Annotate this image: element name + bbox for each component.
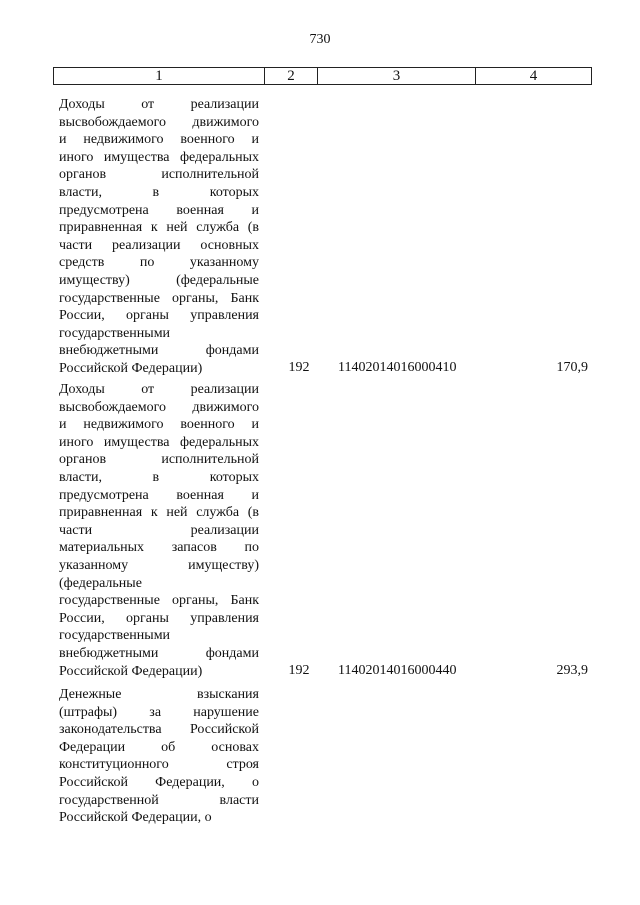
budget-classification-code: 11402014016000410: [338, 360, 457, 375]
description-line: приравненная к ней служба (в: [59, 505, 259, 521]
description-line: государственными: [59, 628, 171, 644]
description-line: имуществу) (федеральные: [59, 272, 259, 288]
column-header-3: 3: [318, 68, 476, 84]
description-line: власти, в которых: [59, 184, 259, 200]
description-line: власти, в которых: [59, 469, 259, 485]
description-line: приравненная к ней служба (в: [59, 220, 259, 236]
description-line: Российской Федерации): [59, 360, 203, 376]
description-line: России, органы управления: [59, 610, 259, 626]
description-line: и недвижимого военного и: [59, 417, 259, 433]
description-line: указанному имуществу): [59, 557, 259, 573]
description-line: иного имущества федеральных: [59, 149, 259, 165]
description-line: материальных запасов по: [59, 540, 259, 556]
description-line: конституционного строя: [59, 757, 259, 773]
column-header-1: 1: [54, 68, 265, 84]
amount: 293,9: [556, 662, 588, 678]
budget-classification-code: 11402014016000440: [338, 662, 457, 678]
description-line: предусмотрена военная и: [59, 202, 259, 218]
description-line: государственными: [59, 325, 171, 341]
admin-code: 192: [288, 662, 310, 678]
description-line: Российской Федерации): [59, 663, 203, 679]
description-line: России, органы управления: [59, 308, 259, 324]
description-line: государственной власти: [59, 792, 259, 808]
description-line: средств по указанному: [59, 255, 259, 271]
description-line: внебюджетными фондами: [59, 343, 259, 359]
description-line: и недвижимого военного и: [59, 132, 259, 148]
row-description: [59, 381, 259, 680]
row-description: [59, 96, 259, 378]
description-line: Денежные взыскания: [59, 687, 259, 702]
page-number: 730: [309, 32, 331, 47]
description-line: Российской Федерации, о: [59, 774, 259, 790]
row-description: [59, 686, 259, 827]
description-line: части реализации: [59, 522, 259, 538]
column-header-4: 4: [529, 67, 538, 84]
amount: 170,9: [556, 360, 588, 375]
description-line: законодательства Российской: [59, 722, 259, 738]
description-line: высвобождаемого движимого: [59, 399, 259, 415]
description-line: органов исполнительной: [59, 167, 259, 183]
description-line: Доходы от реализации: [59, 382, 259, 397]
table-header-row: [53, 67, 592, 85]
description-line: части реализации основных: [59, 237, 259, 253]
description-line: высвобождаемого движимого: [59, 114, 259, 130]
description-line: Федерации об основах: [59, 739, 259, 755]
column-header-2: 2: [265, 68, 318, 84]
description-line: государственные органы, Банк: [59, 593, 259, 609]
description-line: органов исполнительной: [59, 452, 259, 468]
description-line: (федеральные: [59, 575, 142, 591]
description-line: (штрафы) за нарушение: [59, 704, 259, 720]
description-line: государственные органы, Банк: [59, 290, 259, 306]
description-line: Российской Федерации, о: [59, 810, 212, 826]
description-line: иного имущества федеральных: [59, 434, 259, 450]
description-line: предусмотрена военная и: [59, 487, 259, 503]
admin-code: 192: [288, 360, 310, 375]
description-line: внебюджетными фондами: [59, 645, 259, 661]
description-line: Доходы от реализации: [59, 97, 259, 112]
